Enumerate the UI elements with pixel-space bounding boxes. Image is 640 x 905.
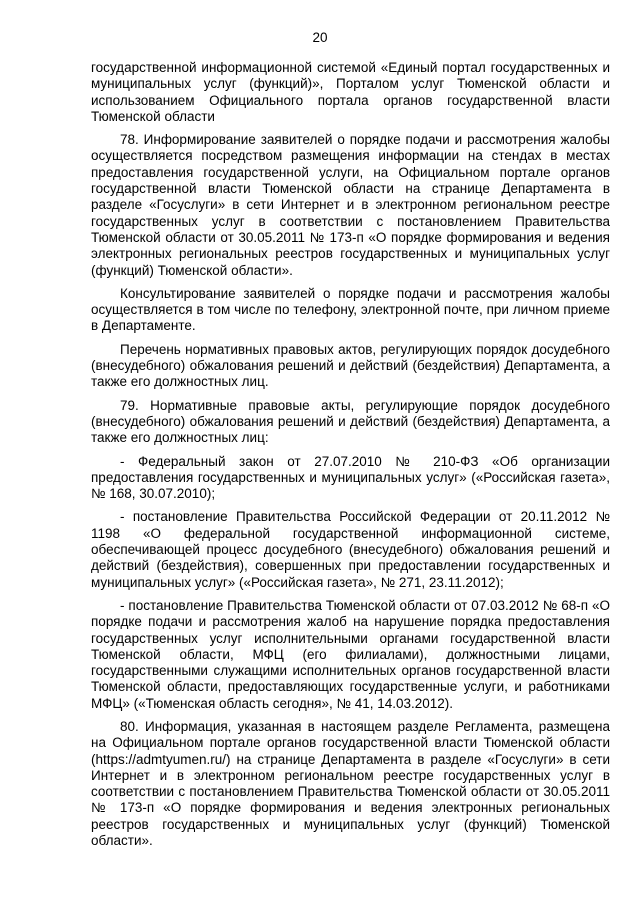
paragraph-78: 78. Информирование заявителей о порядке подачи и рассмотрения жалобы осуществляется посредством размещения информации на стендах в местах предоставления государственной услуги, на Официальном портале органов государственной власти Тюменской области на странице Департамента в разделе «Госуслуги» в сети Интернет и в электронном региональном реестре государственных услуг в соответствии с постановлением Правительства Тюменской области от 30.05.2011 № 173-п «О порядке формирования и ведения электронных региональных реестров государственных и муниципальных услуг (функций) Тюменской области». <box>91 132 610 278</box>
paragraph-79: 79. Нормативные правовые акты, регулирующие порядок досудебного (внесудебного) обжалования решений и действий (бездействия) Департамента, а также его должностных лиц: <box>91 397 610 446</box>
paragraph-continuation: государственной информационной системой «Единый портал государственных и муниципальных услуг (функций)», Порталом услуг Тюменской области и использованием Официального портала органов государственной власти Тюменской области <box>91 60 610 124</box>
paragraph-consultation: Консультирование заявителей о порядке подачи и рассмотрения жалобы осуществляется в том числе по телефону, электронной почте, при личном приеме в Департаменте. <box>91 285 610 334</box>
page-number: 20 <box>312 30 328 45</box>
paragraph-normative-acts-heading: Перечень нормативных правовых актов, регулирующих порядок досудебного (внесудебного) обжалования решений и действий (бездействия) Департамента, а также его должностных лиц. <box>91 341 610 390</box>
list-item-tyumen-government-resolution: - постановление Правительства Тюменской области от 07.03.2012 № 68-п «О порядке подачи и рассмотрения жалоб на нарушение порядка предоставления государственных услуг исполнительными органами государственной власти Тюменской области, МФЦ (его филиалами), должностными лицами, государственными служащими исполнительных органов государственной власти Тюменской области, предоставляющих государственные услуги, и работниками МФЦ» («Тюменская область сегодня», № 41, 14.03.2012). <box>91 597 610 711</box>
paragraph-80: 80. Информация, указанная в настоящем разделе Регламента, размещена на Официальном портале органов государственной власти Тюменской области (https://admtyumen.ru/) на странице Департамента в разделе «Госуслуги» в сети Интернет и в электронном региональном реестре государственных услуг в соответствии с постановлением Правительства Тюменской области от 30.05.2011 № 173-п «О порядке формирования и ведения электронных региональных реестров государственных и муниципальных услуг (функций) Тюменской области». <box>91 718 610 849</box>
list-item-rf-government-resolution: - постановление Правительства Российской Федерации от 20.11.2012 № 1198 «О федеральной государственной информационной системе, обеспечивающей процесс досудебного (внесудебного) обжалования решений и действий (бездействия), совершенных при предоставлении государственных и муниципальных услуг» («Российская газета», № 271, 23.11.2012); <box>91 509 610 590</box>
document-body <box>91 60 610 856</box>
list-item-federal-law: - Федеральный закон от 27.07.2010 № 210-ФЗ «Об организации предоставления государственных и муниципальных услуг» («Российская газета», № 168, 30.07.2010); <box>91 453 610 502</box>
